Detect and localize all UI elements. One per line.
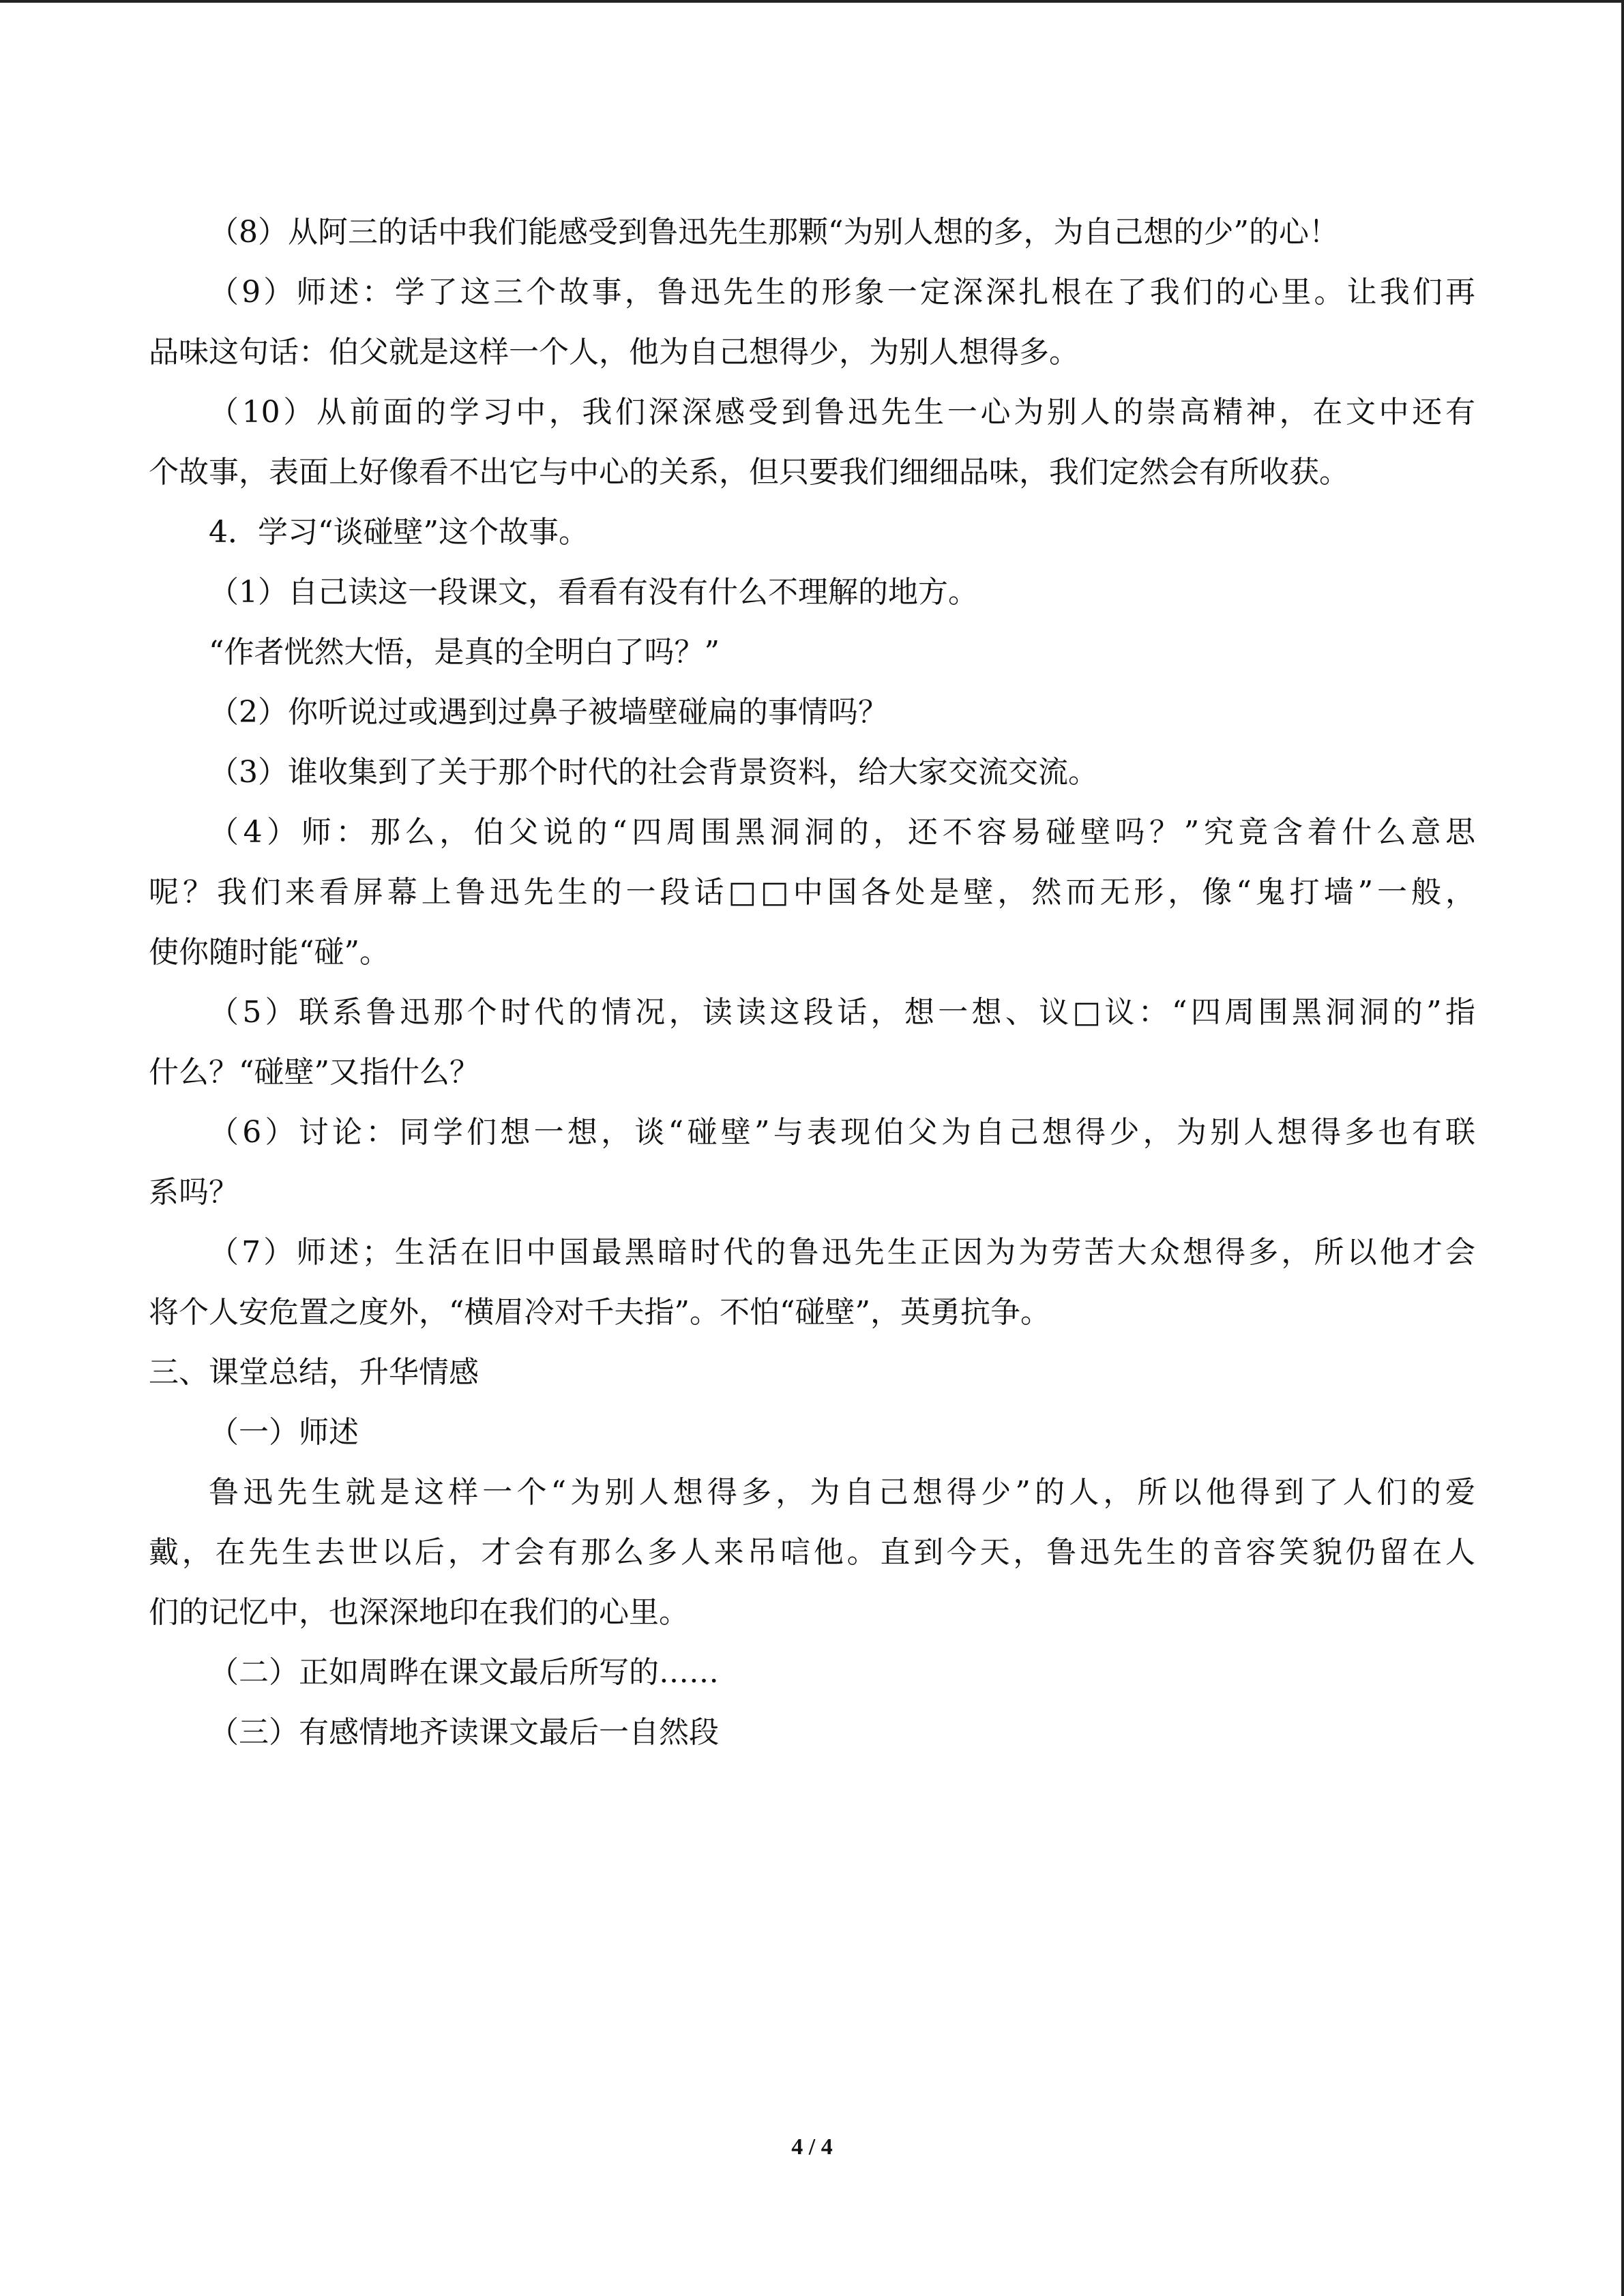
paragraph-line: 们的记忆中，也深深地印在我们的心里。	[149, 1595, 689, 1630]
paragraph-line: （5）联系鲁迅那个时代的情况，读读这段话，想一想、议□议：“四周围黑洞洞的”指	[209, 995, 1475, 1030]
paragraph-line: 品味这句话：伯父就是这样一个人，他为自己想得少，为别人想得多。	[149, 335, 1079, 370]
paragraph-line: 呢？我们来看屏幕上鲁迅先生的一段话□□中国各处是壁，然而无形，像“鬼打墙”一般，	[149, 875, 1475, 910]
paragraph-line: 个故事，表面上好像看不出它与中心的关系，但只要我们细细品味，我们定然会有所收获。	[149, 455, 1349, 490]
subsection-heading: （二）正如周晔在课文最后所写的……	[209, 1655, 719, 1690]
subsection-heading: （一）师述	[209, 1415, 359, 1450]
paragraph-line: 戴，在先生去世以后，才会有那么多人来吊唁他。直到今天，鲁迅先生的音容笑貌仍留在人	[149, 1535, 1475, 1570]
section-heading: 4．学习“谈碰壁”这个故事。	[209, 515, 589, 550]
quoted-question: “作者恍然大悟，是真的全明白了吗？”	[209, 635, 720, 670]
paragraph-line: 什么？“碰壁”又指什么？	[149, 1055, 479, 1090]
paragraph-line: 将个人安危置之度外，“横眉冷对千夫指”。不怕“碰壁”，英勇抗争。	[149, 1295, 1050, 1330]
paragraph-line: 鲁迅先生就是这样一个“为别人想得多，为自己想得少”的人，所以他得到了人们的爱	[209, 1475, 1475, 1510]
paragraph-line: （1）自己读这一段课文，看看有没有什么不理解的地方。	[209, 575, 978, 610]
paragraph-line: （7）师述；生活在旧中国最黑暗时代的鲁迅先生正因为为劳苦大众想得多，所以他才会	[209, 1235, 1475, 1270]
page-right-border	[1621, 0, 1624, 2296]
document-body	[149, 203, 1475, 1763]
page-top-border	[0, 0, 1624, 3]
paragraph-line: （9）师述：学了这三个故事，鲁迅先生的形象一定深深扎根在了我们的心里。让我们再	[209, 275, 1475, 310]
paragraph-line: （8）从阿三的话中我们能感受到鲁迅先生那颗“为别人想的多，为自己想的少”的心！	[209, 215, 1339, 250]
section-heading: 三、课堂总结，升华情感	[149, 1355, 479, 1390]
page-number: 4 / 4	[791, 2134, 833, 2160]
subsection-heading: （三）有感情地齐读课文最后一自然段	[209, 1715, 719, 1750]
paragraph-line: （2）你听说过或遇到过鼻子被墙壁碰扁的事情吗？	[209, 695, 888, 730]
paragraph-line: （4）师：那么，伯父说的“四周围黑洞洞的，还不容易碰壁吗？”究竟含着什么意思	[209, 815, 1475, 850]
paragraph-line: 使你随时能“碰”。	[149, 935, 389, 970]
paragraph-line: （10）从前面的学习中，我们深深感受到鲁迅先生一心为别人的崇高精神，在文中还有	[209, 395, 1475, 430]
paragraph-line: 系吗？	[149, 1175, 239, 1210]
paragraph-line: （3）谁收集到了关于那个时代的社会背景资料，给大家交流交流。	[209, 755, 1098, 790]
paragraph-line: （6）讨论：同学们想一想，谈“碰壁”与表现伯父为自己想得少，为别人想得多也有联	[209, 1115, 1475, 1150]
